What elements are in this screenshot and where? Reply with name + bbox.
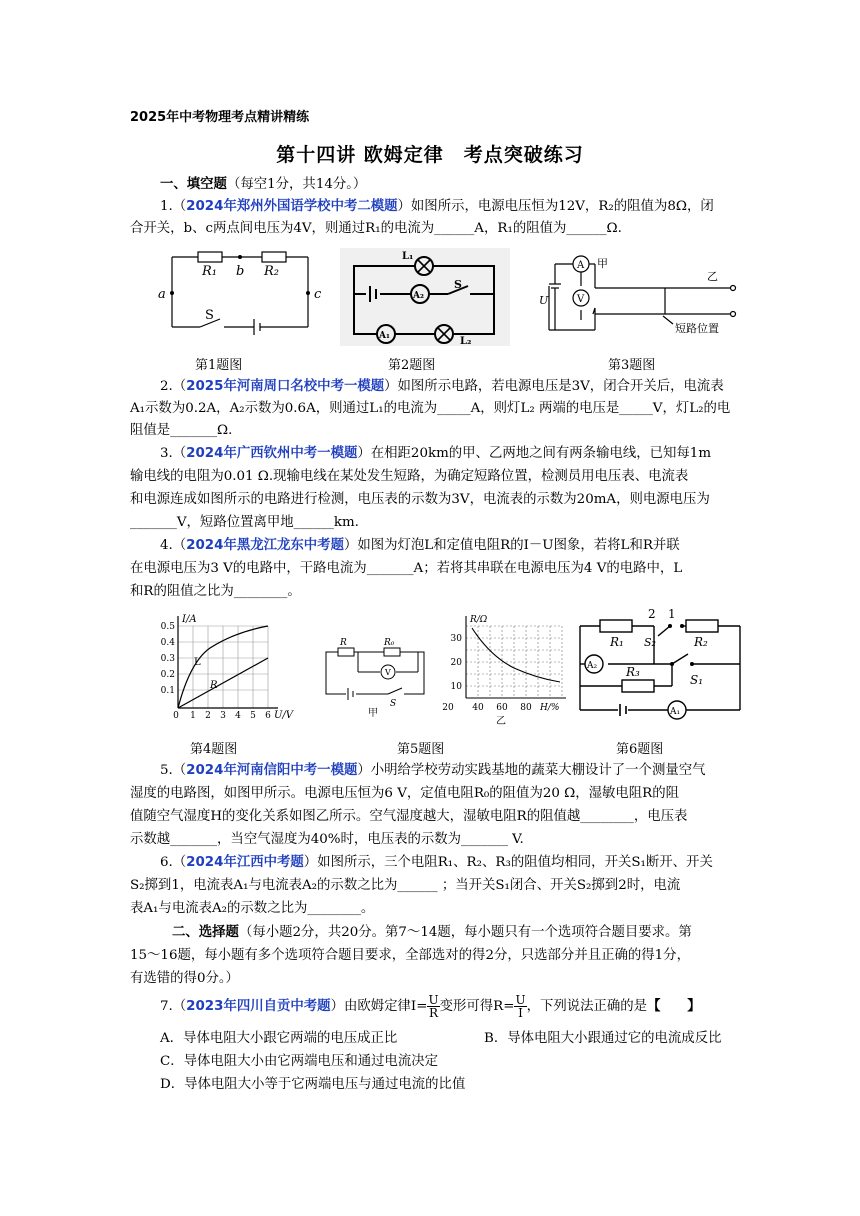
fig3-ammeter-label: A xyxy=(577,260,585,271)
question-6 xyxy=(160,852,800,874)
q1-text-b: 合开关，b、c两点间电压为4V，则通过R₁的电流为______A，R₁的阻值为______Ω. xyxy=(130,221,622,236)
fig4-ytick: 0.2 xyxy=(160,670,175,680)
fig6-s2-label: S₂ xyxy=(644,636,656,649)
fig4-ylabel: I/A xyxy=(182,614,197,625)
fig5-ytick: 30 xyxy=(450,634,462,644)
fig2-s-label: S xyxy=(454,278,462,291)
resistance-formula-numerator: U xyxy=(515,993,526,1007)
fig6-a2-label: A₂ xyxy=(587,661,598,671)
q4-number: 4.（ xyxy=(160,538,187,553)
fig6-r3-label: R₃ xyxy=(626,665,640,679)
section-1-note: （每空1分，共14分。） xyxy=(226,177,367,192)
section-2-label: 二、选择题 xyxy=(172,925,239,940)
fig5-r0-label: R₀ xyxy=(384,638,395,648)
q5-source: 2024年河南信阳中考一模题 xyxy=(186,763,358,778)
fig5-r-label: R xyxy=(340,638,347,648)
fig2-caption: 第2题图 xyxy=(388,358,436,373)
section-2-note-c: 有选错的得0分。） xyxy=(130,971,239,986)
q2-text-b: A₁示数为0.2A，A₂示数为0.6A，则通过L₁的电流为_____A，则灯L₂ 两端的电压是_____V，灯L₂的电 xyxy=(130,401,731,416)
fig6-caption: 第6题图 xyxy=(616,742,664,757)
fig4-xtick: 5 xyxy=(250,711,256,721)
figure-3-circuit xyxy=(535,248,745,340)
lesson-title: 第十四讲 欧姆定律 考点突破练习 xyxy=(276,144,584,166)
question-1 xyxy=(160,196,800,218)
q5-text-d: 示数越_______，当空气湿度为40%时，电压表的示数为_______ V. xyxy=(130,832,524,847)
fig5-s-label: S xyxy=(390,699,397,709)
ohm-formula-denominator: R xyxy=(428,1006,439,1020)
q5-text-c: 值随空气湿度H的变化关系如图乙所示。空气湿度越大，湿敏电阻R的阻值越________，电压表 xyxy=(130,809,688,824)
q1-number: 1.（ xyxy=(160,199,187,214)
fig4-ytick: 0.5 xyxy=(160,622,175,632)
q7-text-c: ，下列说法正确的是 xyxy=(526,999,648,1014)
section-1-heading xyxy=(160,174,780,196)
q4-text-a: ）如图为灯泡L和定值电阻R的I－U图象，若将L和R并联 xyxy=(343,538,680,553)
q7-option-d: D．导体电阻大小等于它两端电压与通过电流的比值 xyxy=(160,1077,466,1092)
fig2-a1-label: A₁ xyxy=(379,331,390,341)
ohm-formula-fraction xyxy=(427,994,439,1019)
fig6-s1-label: S₁ xyxy=(690,673,704,687)
q5-text-a: ）小明给学校劳动实践基地的蔬菜大棚设计了一个测量空气 xyxy=(357,763,706,778)
fig1-r1-label: R₁ xyxy=(202,264,217,279)
q7-option-a: A．导体电阻大小跟它两端的电压成正比 xyxy=(160,1031,398,1046)
fig5-ytick: 10 xyxy=(450,682,462,692)
question-3 xyxy=(160,443,800,465)
q7-text-a: ）由欧姆定律 xyxy=(330,999,411,1014)
fig4-xtick: 4 xyxy=(235,711,241,721)
fig1-caption: 第1题图 xyxy=(195,358,243,373)
fig5-xtick: 40 xyxy=(472,703,484,713)
fig6-r2-label: R₂ xyxy=(694,635,708,649)
fig5-xtick: 20 xyxy=(442,703,454,713)
fig5-v-label: V xyxy=(385,668,391,677)
q6-text-b: S₂掷到1，电流表A₁与电流表A₂的示数之比为______ ；当开关S₁闭合、开关S₂掷到2时，电流 xyxy=(130,878,681,893)
q3-text-b: 输电线的电阻为0.01 Ω.现输电线在某处发生短路，为确定短路位置，检测员用电压表、电流表 xyxy=(130,469,689,484)
resistance-formula-fraction xyxy=(514,994,526,1019)
resistance-formula-lhs: R= xyxy=(493,999,515,1014)
question-4 xyxy=(160,535,800,557)
fig2-l1-label: L₁ xyxy=(402,251,414,262)
fig4-xtick: 3 xyxy=(220,711,226,721)
fig5-xtick: 60 xyxy=(496,703,508,713)
fig2-a2-label: A₂ xyxy=(413,291,424,301)
fig4-xtick: 2 xyxy=(205,711,211,721)
q3-text-c: 和电源连成如图所示的电路进行检测，电压表的示数为3V，电流表的示数为20mA，则电源电压为 xyxy=(130,492,710,507)
fig5-caption: 第5题图 xyxy=(397,742,445,757)
fig2-l2-label: L₂ xyxy=(460,336,472,346)
q3-source: 2024年广西钦州中考一模题 xyxy=(186,446,358,461)
section-2-heading xyxy=(172,922,812,944)
q7-source: 2023年四川自贡中考题 xyxy=(186,999,331,1014)
fig5-xtick: 80 xyxy=(520,703,532,713)
fig3-short-label: 短路位置 xyxy=(675,322,719,335)
q7-text-b: 变形可得 xyxy=(439,999,494,1014)
q6-text-a: ）如图所示，三个电阻R₁、R₂、R₃的阻值均相同，开关S₁断开、开关 xyxy=(303,855,713,870)
question-5 xyxy=(160,760,800,782)
q1-text-a: ）如图所示，电源电压恒为12V，R₂的阻值为8Ω，闭 xyxy=(397,199,714,214)
fig4-ytick: 0.3 xyxy=(160,654,175,664)
fig4-r-label: R xyxy=(210,680,218,691)
resistance-formula-denominator: I xyxy=(518,1006,523,1020)
fig4-xlabel: U/V xyxy=(274,710,294,721)
fig5-yi-label: 乙 xyxy=(496,716,506,727)
fig4-caption: 第4题图 xyxy=(190,742,238,757)
fig3-u-label: U xyxy=(539,294,549,307)
q2-text-a: ）如图所示电路，若电源电压是3V，闭合开关后，电流表 xyxy=(384,379,724,394)
figure-5-circuit xyxy=(318,636,430,718)
answer-bracket: 【 】 xyxy=(647,999,701,1014)
fig5-ylabel: R/Ω xyxy=(470,615,488,625)
q4-text-b: 在电源电压为3 V的电路中，干路电流为_______A；若将其串联在电源电压为4 V的电路中，L xyxy=(130,561,683,576)
fig4-l-label: L xyxy=(194,657,201,668)
fig4-xtick: 1 xyxy=(190,711,196,721)
q2-source: 2025年河南周口名校中考一模题 xyxy=(186,379,385,394)
fig4-xtick: 6 xyxy=(265,711,271,721)
q2-number: 2.（ xyxy=(160,379,187,394)
fig1-c-label: c xyxy=(314,287,322,302)
q3-text-a: ）在相距20km的甲、乙两地之间有两条输电线，已知每1m xyxy=(357,446,712,461)
fig1-a-label: a xyxy=(158,287,166,302)
fig4-xtick: 0 xyxy=(173,711,179,721)
fig1-b-label: b xyxy=(236,264,245,279)
q6-number: 6.（ xyxy=(160,855,187,870)
q4-source: 2024年黑龙江龙东中考题 xyxy=(186,538,344,553)
ohm-formula-numerator: U xyxy=(428,993,439,1007)
fig3-yi-label: 乙 xyxy=(707,270,718,283)
ohm-formula-lhs: I= xyxy=(410,999,428,1014)
fig4-ytick: 0.1 xyxy=(160,686,175,696)
q7-option-c: C．导体电阻大小由它两端电压和通过电流决定 xyxy=(160,1054,439,1069)
q1-source: 2024年郑州外国语学校中考二模题 xyxy=(186,199,398,214)
figure-5-graph xyxy=(432,612,572,728)
figure-6-circuit xyxy=(572,606,752,726)
fig5-jia-label: 甲 xyxy=(368,708,378,718)
q6-source: 2024年江西中考题 xyxy=(186,855,304,870)
fig3-jia-label: 甲 xyxy=(597,257,608,270)
section-1-label: 一、填空题 xyxy=(160,177,227,192)
q2-text-c: 阻值是_______Ω. xyxy=(130,423,233,438)
figure-4-graph xyxy=(150,612,300,724)
fig4-ytick: 0.4 xyxy=(160,638,175,648)
q6-text-c: 表A₁与电流表A₂的示数之比为________。 xyxy=(130,901,375,916)
question-7 xyxy=(160,994,820,1019)
fig5-ytick: 20 xyxy=(450,658,462,668)
fig3-voltmeter-label: V xyxy=(577,294,585,305)
q5-number: 5.（ xyxy=(160,763,187,778)
fig6-terminal-1: 1 xyxy=(668,607,676,621)
figure-2-circuit xyxy=(340,248,510,346)
fig6-terminal-2: 2 xyxy=(648,607,656,621)
fig1-s-label: S xyxy=(205,308,214,323)
section-2-note-a: （每小题2分，共20分。第7～14题，每小题只有一个选项符合题目要求。第 xyxy=(238,925,692,940)
fig6-a1-label: A₁ xyxy=(670,707,681,717)
fig3-caption: 第3题图 xyxy=(608,358,656,373)
q3-text-d: _______V，短路位置离甲地______km. xyxy=(130,515,359,530)
figure-1-circuit xyxy=(150,245,330,340)
q3-number: 3.（ xyxy=(160,446,187,461)
section-2-note-b: 15～16题，每小题有多个选项符合题目要求，全部选对的得2分，只选部分并且正确的得1分， xyxy=(130,948,690,963)
q5-text-b: 湿度的电路图，如图甲所示。电源电压恒为6 V，定值电阻R₀的阻值为20 Ω，湿敏电阻R的阻 xyxy=(130,786,680,801)
fig6-r1-label: R₁ xyxy=(610,635,624,649)
q7-number: 7.（ xyxy=(160,999,187,1014)
question-2 xyxy=(160,376,800,398)
fig5-xlabel: H/% xyxy=(540,703,560,713)
q4-text-c: 和R的阻值之比为________。 xyxy=(130,584,301,599)
fig1-r2-label: R₂ xyxy=(264,264,279,279)
q7-option-b: B．导体电阻大小跟通过它的电流成反比 xyxy=(484,1031,722,1046)
document-header: 2025年中考物理考点精讲精练 xyxy=(130,110,310,125)
